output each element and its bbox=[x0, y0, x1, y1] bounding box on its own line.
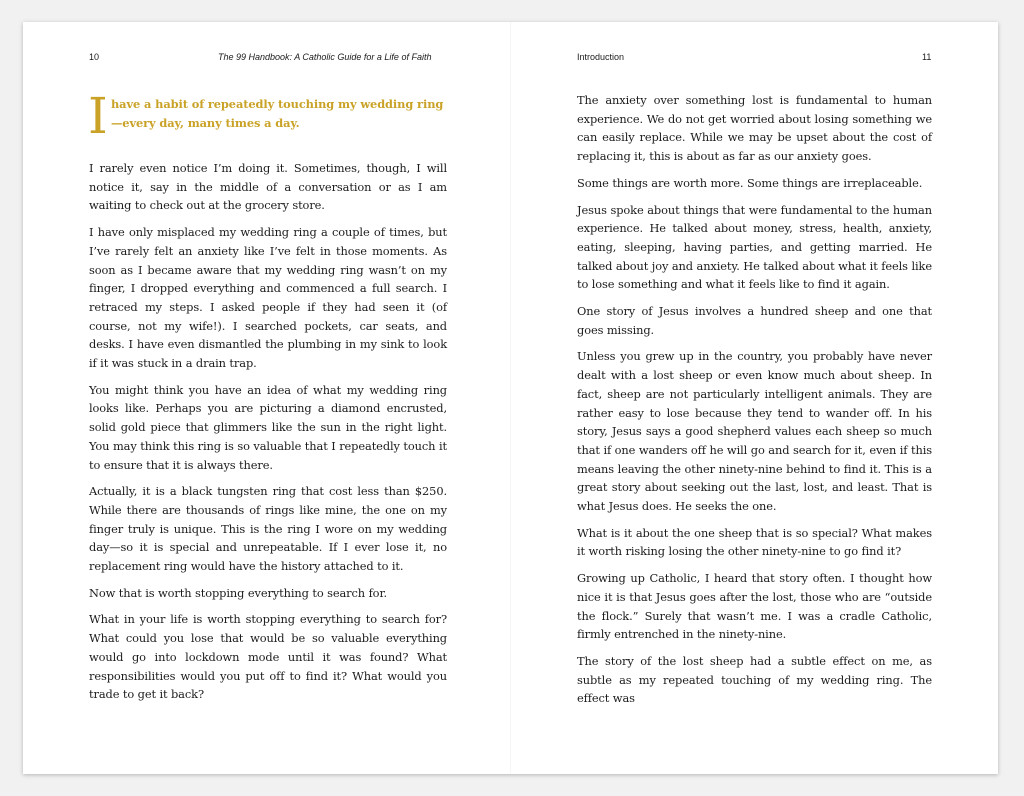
book-spread bbox=[23, 22, 998, 774]
left-page-body bbox=[88, 87, 447, 712]
page-number-right: 11 bbox=[922, 52, 932, 62]
right-page bbox=[511, 22, 998, 774]
opening-line: have a habit of repeatedly touching my wedding ring—every day, many times a day. bbox=[111, 97, 444, 130]
paragraph: One story of Jesus involves a hundred sheep and one that goes missing. bbox=[577, 304, 932, 337]
paragraph: Some things are worth more. Some things are irreplaceable. bbox=[577, 175, 923, 190]
paragraph: The story of the lost sheep had a subtle effect on me, as subtle as my repeated touching of my wedding ring. The effect was bbox=[577, 653, 932, 706]
paragraph: I have only misplaced my wedding ring a couple of times, but I’ve rarely felt an anxiety like I’ve felt in those moments. As soon as I became aware that my wedding ring wasn’t on my finger, I dropped everything and commenced a full search. I retraced my steps. I asked people if they had seen it (of course, not my wife!). I searched pockets, car seats, and desks. I have even dismantled the plumbing in my sink to look if it was stuck in a drain trap. bbox=[89, 225, 447, 371]
left-page bbox=[23, 22, 510, 774]
paragraph: Actually, it is a black tungsten ring that cost less than $250. While there are thousands of rings like mine, the one on my finger truly is unique. This is the ring I wore on my wedding day—so it is special and unrepeatable. If I ever lose it, no replacement ring would have the history attached to it. bbox=[89, 484, 447, 574]
running-title-left: The 99 Handbook: A Catholic Guide for a Life of Faith bbox=[218, 52, 432, 62]
paragraph: What is it about the one sheep that is so special? What makes it worth risking losing the other ninety-nine to go find it? bbox=[577, 525, 932, 559]
running-title-right: Introduction bbox=[577, 52, 625, 62]
paragraph: I rarely even notice I’m doing it. Sometimes, though, I will notice it, say in the middle of a conversation or as I am waiting to check out at the grocery store. bbox=[89, 161, 447, 213]
page-number-left: 10 bbox=[89, 52, 100, 62]
paragraph: Jesus spoke about things that were fundamental to the human experience. He talked about money, stress, health, anxiety, eating, sleeping, having parties, and getting married. He talked about joy and anxiety. He talked about what it feels like to lose something and what it feels like to find it again. bbox=[577, 202, 932, 292]
drop-cap: I bbox=[88, 87, 108, 145]
paragraph: Growing up Catholic, I heard that story often. I thought how nice it is that Jesus goes after the lost, those who are “outside the flock.” Surely that wasn’t me. I was a cradle Catholic, firmly entrenched in the ninety-nine. bbox=[577, 571, 932, 642]
paragraph: Now that is worth stopping everything to search for. bbox=[89, 585, 388, 600]
paragraph: The anxiety over something lost is fundamental to human experience. We do not get worried about losing something we can easily replace. While we may be upset about the cost of replacing it, this is about as far as our anxiety goes. bbox=[577, 93, 932, 164]
paragraph: You might think you have an idea of what my wedding ring looks like. Perhaps you are picturing a diamond encrusted, solid gold piece that glimmers like the sun in the right light. You may think this ring is so valuable that I repeatedly touch it to ensure that it is always there. bbox=[89, 382, 447, 472]
paragraph: What in your life is worth stopping everything to search for? What could you lose that would be so valuable everything would go into lockdown mode until it was found? What responsibilities would you put off to find it? What would you trade to get it back? bbox=[89, 612, 447, 702]
paragraph: Unless you grew up in the country, you probably have never dealt with a lost sheep or even know much about sheep. In fact, sheep are not particularly intelligent animals. They are rather easy to lose because they tend to wander off. In his story, Jesus says a good shepherd values each sheep so much that if one wanders off he will go and search for it, even if this means leaving the other ninety-nine behind to find it. This is a great story about seeking out the last, lost, and least. That is what Jesus does. He seeks the one. bbox=[577, 349, 932, 514]
right-page-body bbox=[577, 91, 932, 716]
chapter-opening bbox=[88, 87, 447, 145]
